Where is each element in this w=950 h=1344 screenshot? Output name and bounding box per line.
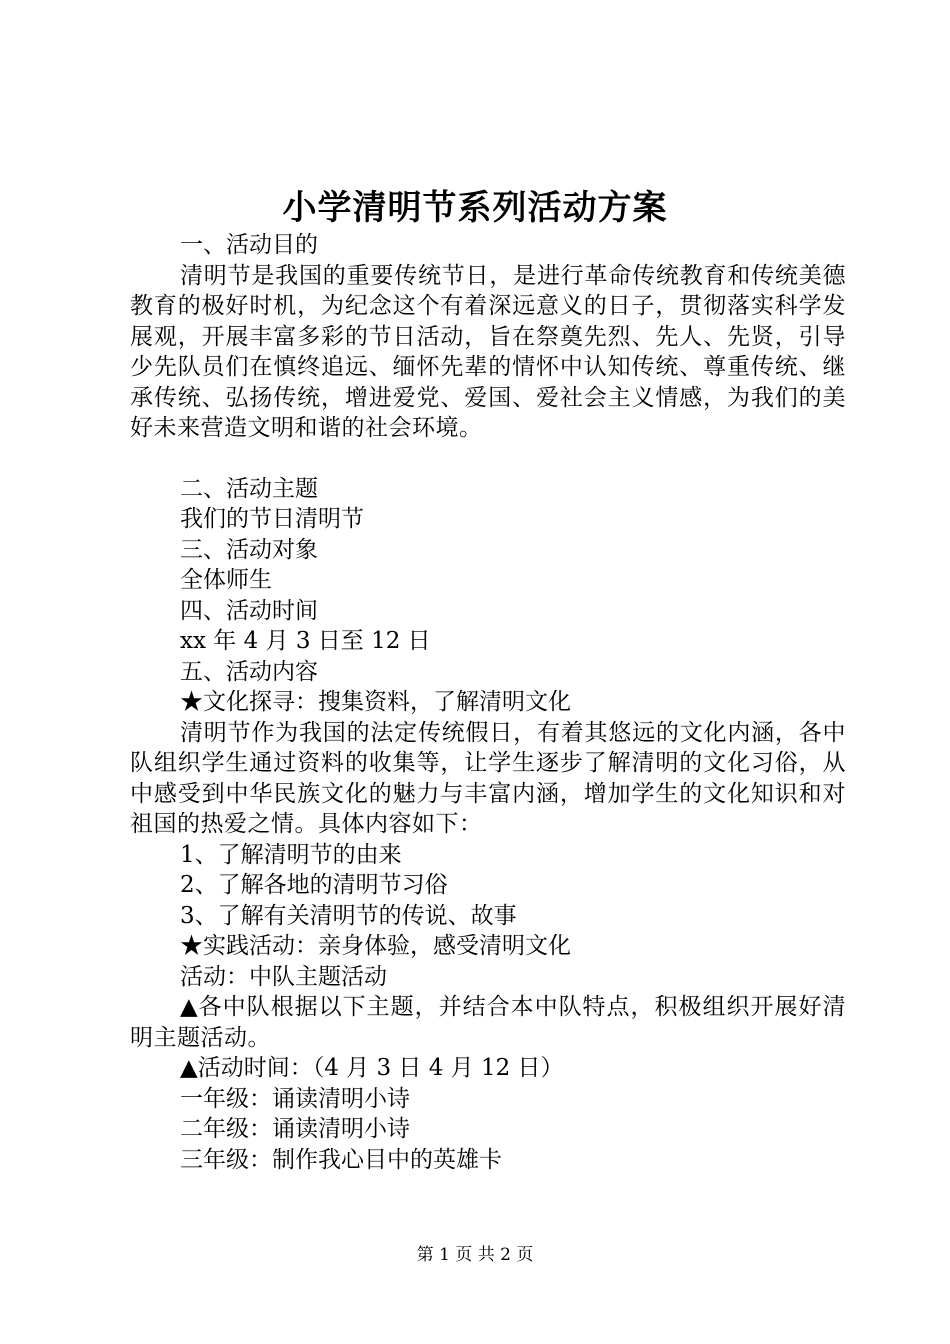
- page-footer: 第 1 页 共 2 页: [416, 1245, 534, 1265]
- section-heading: 三、活动对象: [180, 536, 318, 563]
- list-item: 一年级：诵读清明小诗: [180, 1085, 410, 1112]
- subsection-heading: ★文化探寻：搜集资料，了解清明文化: [180, 689, 571, 715]
- list-item: 二年级：诵读清明小诗: [180, 1116, 410, 1142]
- list-item: 2、了解各地的清明节习俗: [180, 872, 448, 898]
- blank-line: [130, 444, 846, 474]
- list-item: 三年级：制作我心目中的英雄卡: [180, 1146, 502, 1173]
- section-heading: 一、活动目的: [180, 232, 318, 258]
- section-text: 全体师生: [180, 567, 272, 593]
- section-heading: 二、活动主题: [180, 475, 318, 502]
- document-title: 小学清明节系列活动方案: [282, 188, 668, 228]
- section-heading: 四、活动时间: [180, 597, 318, 624]
- section-heading: 五、活动内容: [180, 658, 318, 685]
- list-item: 3、了解有关清明节的传说、故事: [180, 902, 517, 929]
- list-item: 1、了解清明节的由来: [180, 841, 402, 868]
- paragraph: ▲各中队根据以下主题，并结合本中队特点，积极组织开展好清明主题活动。: [130, 994, 846, 1051]
- section-text: 我们的节日清明节: [180, 506, 364, 532]
- paragraph: 清明节作为我国的法定传统假日，有着其悠远的文化内涵，各中队组织学生通过资料的收集等，让学生逐步了解清明的文化习俗，从中感受到中华民族文化的魅力与丰富内涵，增加学生的文化知识和对祖国的热爱之情。具体内容如下：: [130, 719, 846, 837]
- document-body: [130, 230, 846, 1175]
- subsection-heading: ★实践活动：亲身体验，感受清明文化: [180, 933, 571, 959]
- section-text: xx 年 4 月 3 日至 12 日: [180, 628, 431, 654]
- paragraph: 清明节是我国的重要传统节日，是进行革命传统教育和传统美德教育的极好时机，为纪念这个有着深远意义的日子，贯彻落实科学发展观，开展丰富多彩的节日活动，旨在祭奠先烈、先人、先贤，引导少先队员们在慎终追远、缅怀先辈的情怀中认知传统、尊重传统、继承传统、弘扬传统，增进爱党、爱国、爱社会主义情感，为我们的美好未来营造文明和谐的社会环境。: [130, 262, 846, 441]
- section-text: ▲活动时间：（4 月 3 日 4 月 12 日）: [180, 1055, 564, 1081]
- section-text: 活动：中队主题活动: [180, 963, 387, 990]
